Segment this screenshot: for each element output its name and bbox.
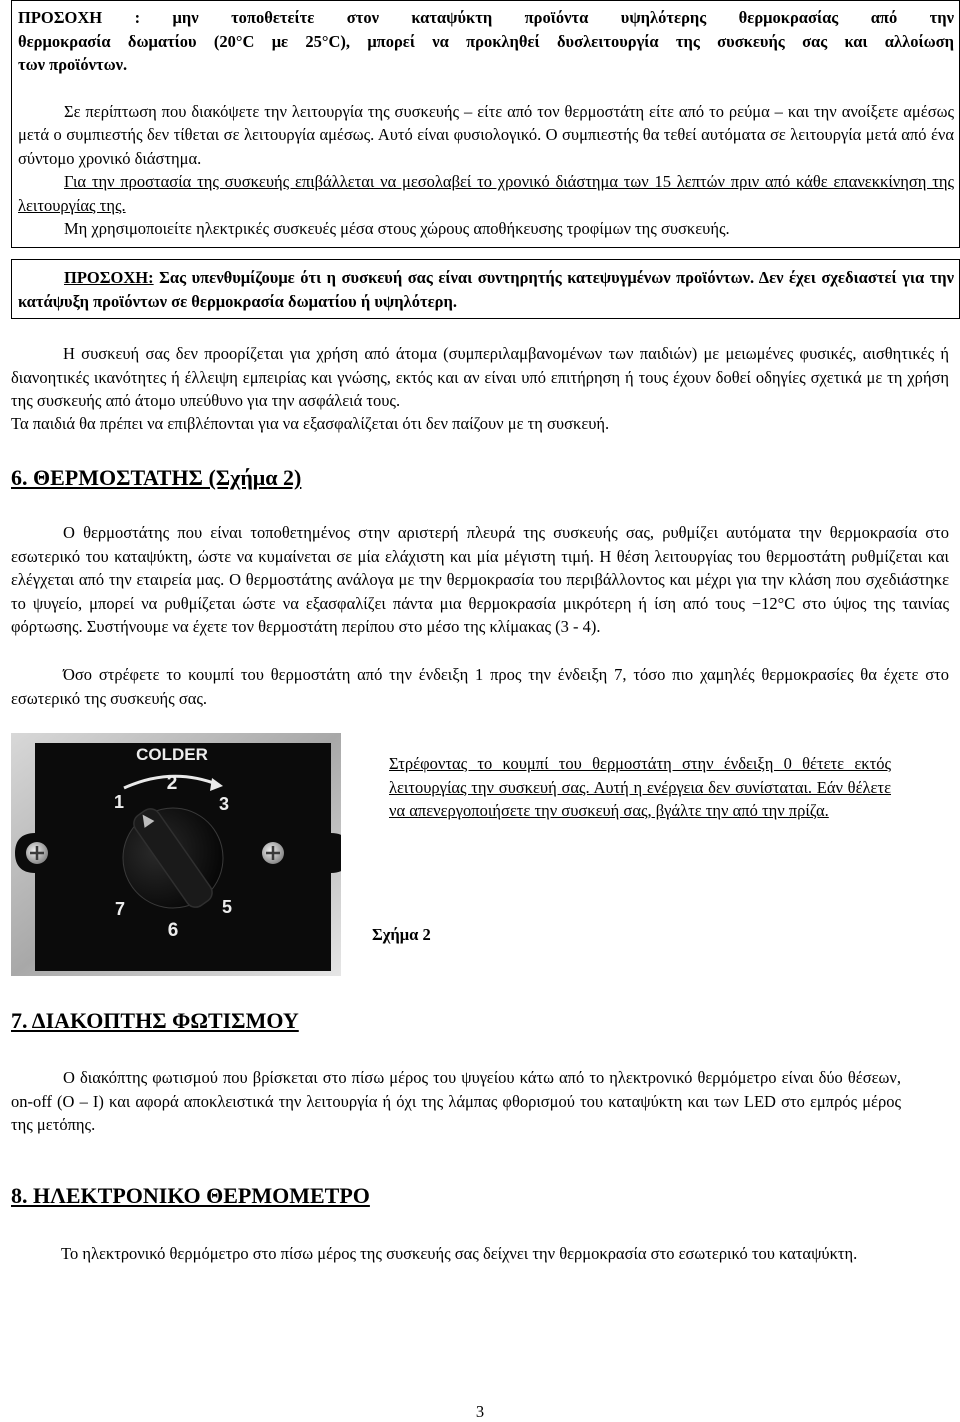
dial-number: 1: [113, 792, 125, 812]
dial-number: 7: [114, 899, 126, 919]
reminder-paragraph: [18, 266, 954, 313]
children-paragraph: Τα παιδιά θα πρέπει να επιβλέπονται για να εξασφαλίζεται ότι δεν παίζουν με τη συσκευή.: [11, 414, 610, 433]
dial-number: 5: [221, 897, 233, 917]
section-8-heading: 8. ΗΛΕΚΤΡΟΝΙΚΟ ΘΕΡΜΟΜΕΤΡΟ: [11, 1183, 370, 1208]
figure-label: Σχήμα 2: [372, 925, 431, 944]
section-7-heading: 7. ΔΙΑΚΟΠΤΗΣ ΦΩΤΙΣΜΟΥ: [11, 1008, 299, 1033]
section-6-heading: 6. ΘΕΡΜΟΣΤΑΤΗΣ (Σχήμα 2): [11, 465, 302, 490]
light-switch-paragraph: Ο διακόπτης φωτισμού που βρίσκεται στο πίσω μέρος του ψυγείου κάτω από το ηλεκτρονικό θερμόμετρο είναι δύο θέσεων, on-off (O – I) και αφορά αποκλειστικά την λειτουργία ή όχι της λάμπας φθορισμού του καταψύκτη και των LED στο εμπρός μέρος της μετόπης.: [11, 1068, 901, 1134]
dial-number: 2: [166, 773, 178, 794]
thermostat-off-caption: Στρέφοντας το κουμπί του θερμοστάτη στην ένδειξη 0 θέτετε εκτός λειτουργίας την συσκευή σας. Αυτή η ενέργεια δεν συνίσταται. Εάν θέλετε να απενεργοποιήσετε την συσκευή σας, βγάλτε την από την πρίζα.: [389, 754, 891, 820]
dial-number: 3: [218, 794, 230, 814]
warning-line-2: θερμοκρασία δωματίου (20°C με 25°C), μπορεί να προκληθεί δυσλειτουργία της συσκευής σας και αλλοίωση: [18, 31, 954, 51]
compressor-paragraph: Σε περίπτωση που διακόψετε την λειτουργία της συσκευής – είτε από τον θερμοστάτη είτε από το ρεύμα – και την ανοίξετε αμέσως μετά ο συμπιεστής δεν τίθεται σε λειτουργία αμέσως. Αυτό είναι φυσιολογικό. Ο συμπιεστής θα τεθεί αυτόματα σε λειτουργία μετά από ένα σύντομο χρονικό διάστημα.: [18, 101, 954, 168]
warning-box-bottom: [11, 259, 960, 319]
warning-line-3: των προϊόντων.: [18, 55, 128, 74]
thermostat-knob-paragraph: Όσο στρέφετε το κουμπί του θερμοστάτη από την ένδειξη 1 προς την ένδειξη 7, τόσο πιο χαμηλές θερμοκρασίες θα έχετε στο εσωτερικό της συσκευής σας.: [11, 665, 949, 708]
thermostat-dial-image: [11, 733, 341, 976]
reminder-text: Σας υπενθυμίζουμε ότι η συσκευή σας είναι συντηρητής κατεψυγμένων προϊόντων. Δεν έχει σχεδιαστεί για την κατάψυξη προϊόντων σε θερμοκρασία δωματίου ή υψηλότερη.: [18, 268, 954, 311]
intro-paragraph: Η συσκευή σας δεν προορίζεται για χρήση από άτομα (συμπεριλαμβανομένων των παιδιών) με μειωμένες φυσικές, αισθητικές ή διανοητικές ικανότητες ή έλλειψη εμπειρίας και γνώσης, εκτός και αν είναι υπό επιτήρηση ή τους έχουν δοθεί οδηγίες σχετικά με τη χρήση της συσκευής από άτομο υπεύθυνο για την ασφάλειά τους.: [11, 344, 949, 410]
warning-line-1: ΠΡΟΣΟΧΗ : μην τοποθετείτε στον καταψύκτη προϊόντα υψηλότερης θερμοκρασίας από την: [18, 8, 954, 27]
dial-label: COLDER: [136, 745, 208, 764]
restart-paragraph: Για την προστασία της συσκευής επιβάλλεται να μεσολαβεί το χρονικό διάστημα των 15 λεπτών πριν από κάθε επανεκκίνηση της λειτουργίας της.: [18, 172, 954, 215]
warning-box-top: [11, 0, 960, 248]
thermometer-paragraph: Το ηλεκτρονικό θερμόμετρο στο πίσω μέρος της συσκευής σας δείχνει την θερμοκρασία στο εσωτερικό του καταψύκτη.: [61, 1244, 858, 1263]
thermostat-paragraph: Ο θερμοστάτης που είναι τοποθετημένος στην αριστερή πλευρά της συσκευής σας, ρυθμίζει αυτόματα την θερμοκρασία στο εσωτερικό του καταψύκτη, ώστε να κυμαίνεται σε μία ελάχιστη και μία μέγιστη τιμή. Η θέση λειτουργίας του θερμοστάτη ρυθμίζεται και ελέγχεται από την εταιρεία μας. Ο θερμοστάτης ανάλογα με την θερμοκρασία του περιβάλλοντος και μέχρι για την κλάση που σχεδιάστηκε το ψυγείο, μπορεί να ρυθμίζεται ώστε να εξασφαλίζει πάντα μια θερμοκρασία μικρότερη ή ίση από τους −12°C στο ύψος της ταινίας φόρτωσης. Συστήνουμε να έχετε τον θερμοστάτη περίπου στο μέσο της κλίμακας (3 - 4).: [11, 523, 949, 636]
dial-number: 6: [167, 920, 179, 941]
reminder-label: ΠΡΟΣΟΧΗ:: [64, 268, 154, 287]
appliances-paragraph: Μη χρησιμοποιείτε ηλεκτρικές συσκευές μέσα στους χώρους αποθήκευσης τροφίμων της συσκευής.: [64, 219, 730, 238]
page-number: 3: [475, 1402, 485, 1421]
